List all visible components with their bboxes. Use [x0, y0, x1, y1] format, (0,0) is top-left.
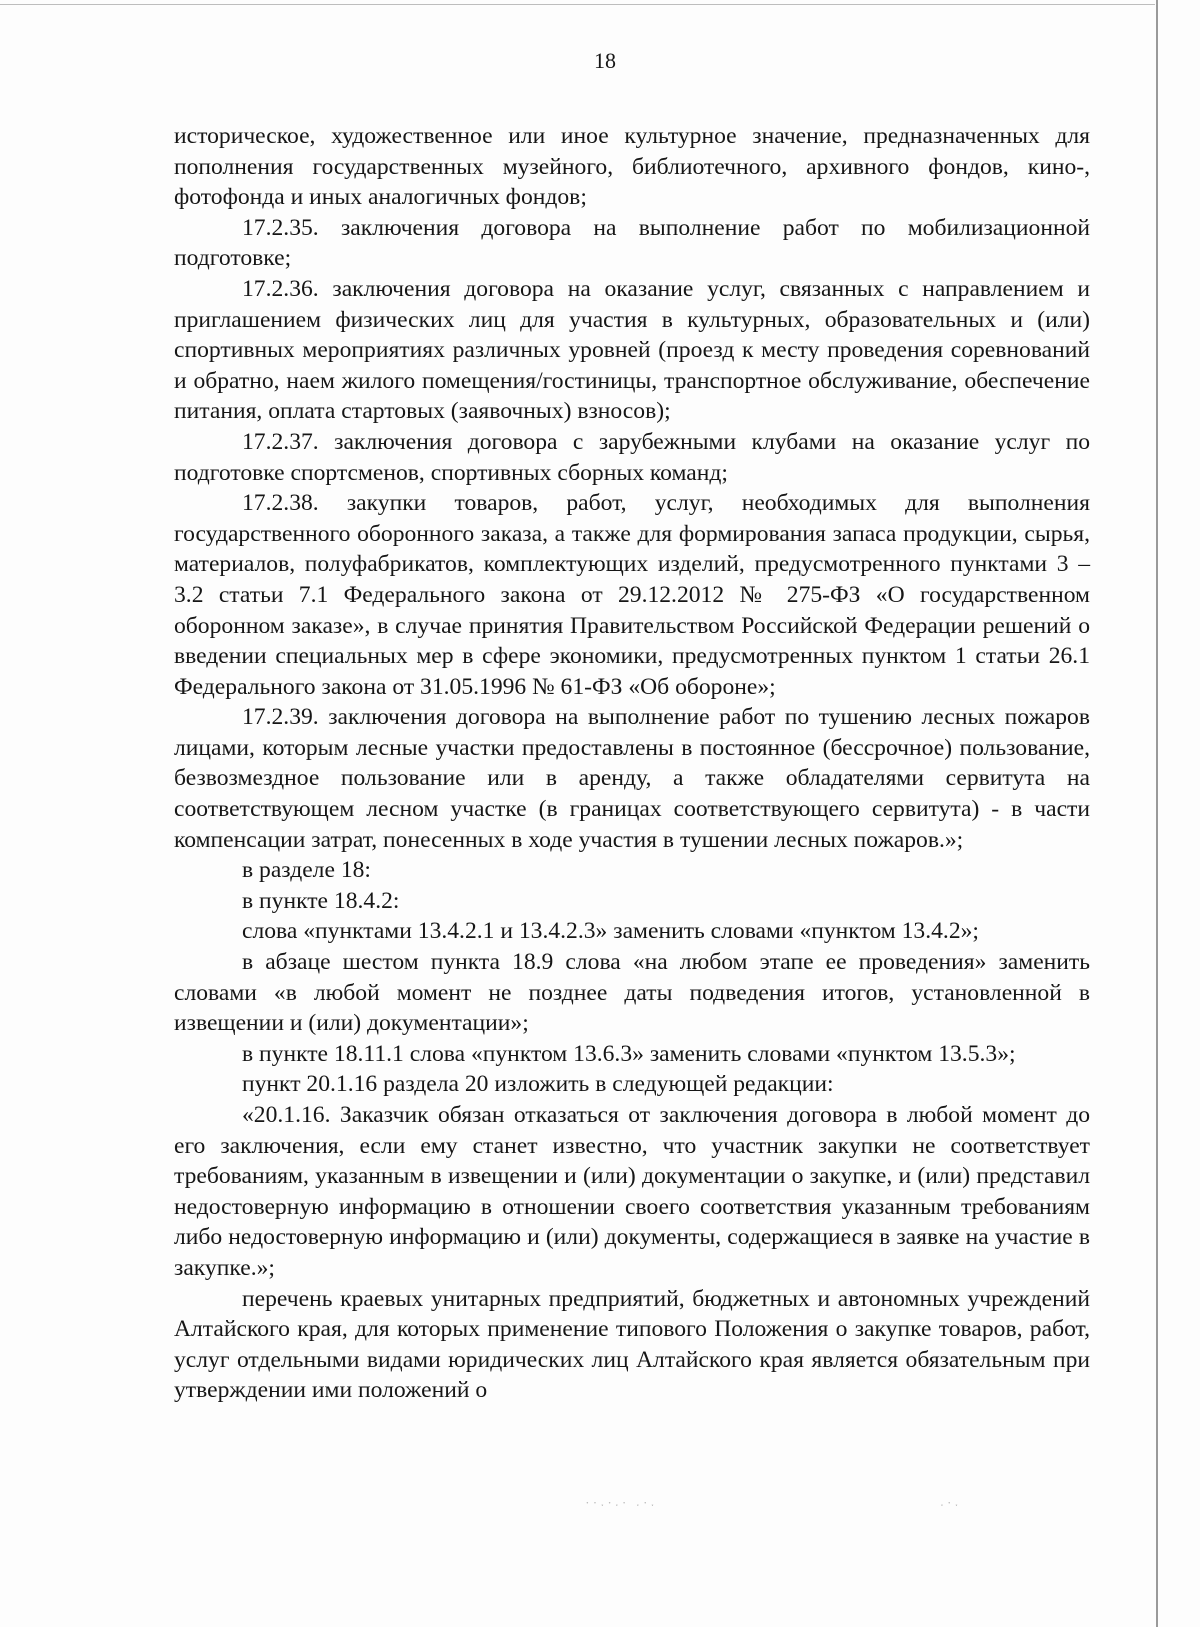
paragraph-18-11-1: в пункте 18.11.1 слова «пунктом 13.6.3» заменить словами «пунктом 13.5.3»;: [242, 1040, 1016, 1067]
paragraph-17-2-36: 17.2.36. заключения договора на оказание услуг, связанных с направлением и приглашением физических лиц для участия в культурных, образовательных и (или) спортивных мероприятиях различных уровней (проезд к месту проведения соревнований и обратно, наем жилого помещения/гостиницы, транспортное обслуживание, обеспечение питания, оплата стартовых (заявочных) взносов);: [174, 275, 1090, 425]
page-number: 18: [594, 48, 616, 73]
paragraph-20-1-16: «20.1.16. Заказчик обязан отказаться от заключения договора в любой момент до его заключения, если ему станет известно, что участник закупки не соответствует требованиям, указанным в извещении и (или) документации о закупке, и (или) представил недостоверную информацию в отношении своего соответствия указанным требованиям либо недостоверную информацию и (или) документы, содержащиеся в заявке на участие в закупке.»;: [174, 1102, 1090, 1281]
paragraph-enterprise-list: перечень краевых унитарных предприятий, бюджетных и автономных учреждений Алтайского края, для которых применение типового Положения о закупке товаров, работ, услуг отдельными видами юридических лиц Алтайского края является обязательным при утверждении ими положений о: [174, 1285, 1090, 1404]
scan-artifact: ˑ˙ˑ: [940, 1500, 962, 1515]
paragraph-17-2-35: 17.2.35. заключения договора на выполнение работ по мобилизационной подготовке;: [174, 214, 1090, 272]
paragraph-item-18-4-2: в пункте 18.4.2:: [242, 887, 400, 914]
paragraph-17-2-39: 17.2.39. заключения договора на выполнение работ по тушению лесных пожаров лицами, которым лесные участки предоставлены в постоянное (бессрочное) пользование, безвозмездное пользование или в аренду, а также обладателями сервитута на соответствующем лесном участке (в границах соответствующего сервитута) - в части компенсации затрат, понесенных в ходе участия в тушении лесных пожаров.»;: [174, 704, 1090, 853]
scan-artifact: ˙˙ˑ˙ˑ˙ ˑ˙ˑ: [585, 1500, 658, 1515]
page-right-edge: [1156, 0, 1158, 1627]
page-top-edge: [0, 4, 1155, 5]
document-body: [174, 121, 1090, 1406]
paragraph-20-1-16-intro: пункт 20.1.16 раздела 20 изложить в следующей редакции:: [242, 1071, 834, 1098]
paragraph-18-9: в абзаце шестом пункта 18.9 слова «на любом этапе ее проведения» заменить словами «в любой момент не позднее даты подведения итогов, установленной в извещении и (или) документации»;: [174, 949, 1090, 1037]
paragraph-17-2-38: 17.2.38. закупки товаров, работ, услуг, необходимых для выполнения государственного оборонного заказа, а также для формирования запаса продукции, сырья, материалов, полуфабрикатов, комплектующих изделий, предусмотренного пунктами 3 – 3.2 статьи 7.1 Федерального закона от 29.12.2012 № 275-ФЗ «О государственном оборонном заказе», в случае принятия Правительством Российской Федерации решений о введении специальных мер в сфере экономики, предусмотренных пунктом 1 статьи 26.1 Федерального закона от 31.05.1996 № 61-ФЗ «Об обороне»;: [174, 490, 1090, 700]
paragraph-continuation: историческое, художественное или иное культурное значение, предназначенных для пополнения государственных музейного, библиотечного, архивного фондов, кино-, фотофонда и иных аналогичных фондов;: [174, 123, 1090, 211]
paragraph-17-2-37: 17.2.37. заключения договора с зарубежными клубами на оказание услуг по подготовке спортсменов, спортивных сборных команд;: [174, 428, 1090, 486]
paragraph-words-replace: слова «пунктами 13.4.2.1 и 13.4.2.3» заменить словами «пунктом 13.4.2»;: [242, 918, 979, 945]
paragraph-section-18: в разделе 18:: [242, 857, 371, 884]
